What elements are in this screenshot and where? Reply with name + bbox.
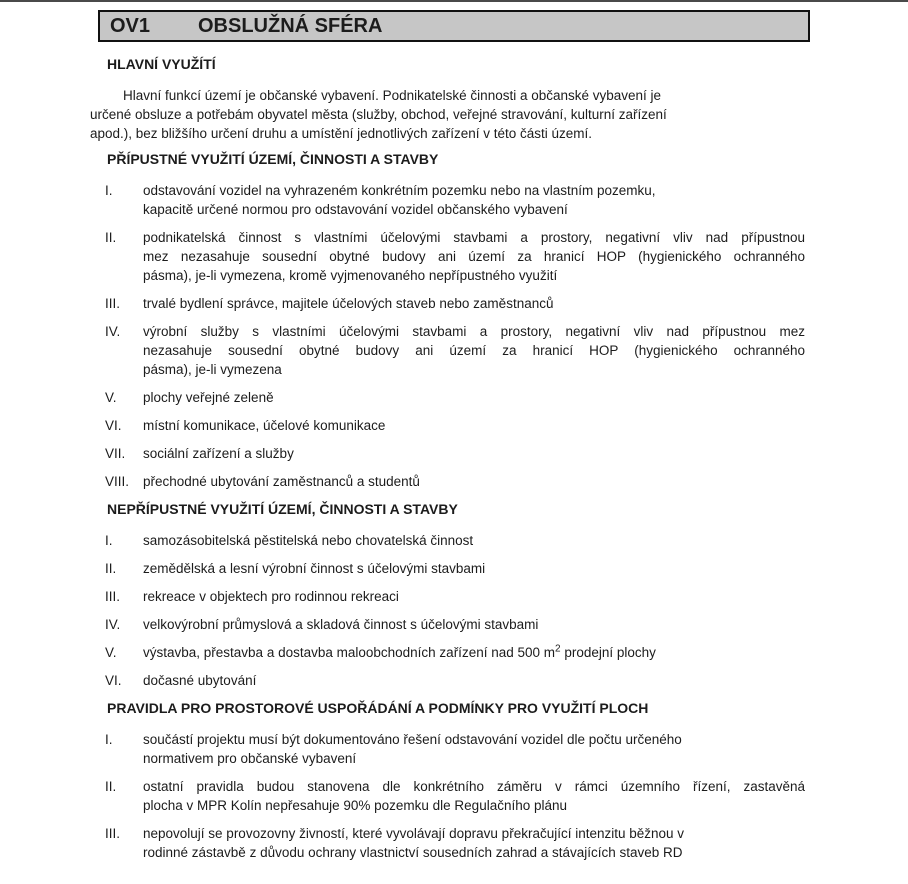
paragraph-line: Hlavní funkcí území je občanské vybavení. Podnikatelské činnosti a občanské vybavení je xyxy=(123,88,662,103)
item-numeral: IV. xyxy=(105,324,121,339)
item-text: samozásobitelská pěstitelská nebo chovatelská činnost xyxy=(143,533,474,548)
section-heading-spatial-rules: PRAVIDLA PRO PROSTOROVÉ USPOŘÁDÁNÍ A PODMÍNKY PRO VYUŽITÍ PLOCH xyxy=(107,700,649,716)
list-item xyxy=(90,730,805,768)
item-numeral: V. xyxy=(105,390,117,405)
item-numeral: III. xyxy=(105,296,121,311)
list-item xyxy=(90,228,805,285)
intro-paragraph xyxy=(90,86,805,143)
list-item xyxy=(90,671,805,690)
superscript-2: 2 xyxy=(555,643,561,655)
list-item xyxy=(90,559,805,578)
item-text-after-sup: prodejní plochy xyxy=(560,645,656,660)
item-numeral: I. xyxy=(105,533,113,548)
item-text-before-sup: výstavba, přestavba a dostavba maloobchodních zařízení nad 500 m xyxy=(143,645,556,660)
item-text: velkovýrobní průmyslová a skladová činnost s účelovými stavbami xyxy=(143,617,539,632)
list-item xyxy=(90,472,805,491)
list-item xyxy=(90,444,805,463)
list-item xyxy=(90,587,805,606)
list-item xyxy=(90,181,805,219)
paragraph-line: apod.), bez bližšího určení druhu a umístění jednotlivých zařízení v této části území. xyxy=(90,126,593,141)
item-numeral: III. xyxy=(105,589,121,604)
item-numeral: IV. xyxy=(105,617,121,632)
zone-titlebar xyxy=(98,10,810,42)
item-text: dočasné ubytování xyxy=(143,673,257,688)
item-text: součástí projektu musí být dokumentováno řešení odstavování vozidel dle počtu určeného normativem pro občanské vybavení xyxy=(143,732,682,766)
item-text: plochy veřejné zeleně xyxy=(143,390,274,405)
item-numeral: VI. xyxy=(105,418,122,433)
item-text xyxy=(143,643,805,662)
item-text: odstavování vozidel na vyhrazeném konkrétním pozemku nebo na vlastním pozemku, kapacitě určené normou pro odstavování vozidel občanského vybavení xyxy=(143,183,656,217)
item-text: podnikatelská činnost s vlastními účelovými stavbami a prostory, negativní vliv nad přípustnou mez nezasahuje sousední obytné budovy ani území za hranicí HOP (hygienického ochranného pásma), je-li vymezena, kromě vyjmenovaného nepřípustného využití xyxy=(143,230,805,283)
list-item xyxy=(90,388,805,407)
item-text: ostatní pravidla budou stanovena dle konkrétního záměru v rámci územního řízení, zastavěná plocha v MPR Kolín nepřesahuje 90% pozemku dle Regulačního plánu xyxy=(143,779,805,813)
item-numeral: VI. xyxy=(105,673,122,688)
list-item xyxy=(90,416,805,435)
list-item xyxy=(90,615,805,634)
item-numeral: I. xyxy=(105,183,113,198)
item-text: rekreace v objektech pro rodinnou rekreaci xyxy=(143,589,399,604)
list-item xyxy=(90,531,805,550)
item-text: místní komunikace, účelové komunikace xyxy=(143,418,386,433)
item-numeral: II. xyxy=(105,561,117,576)
paragraph-line: určené obsluze a potřebám obyvatel města (služby, obchod, veřejné stravování, kulturní zařízení xyxy=(90,107,667,122)
zone-code: OV1 xyxy=(110,15,151,37)
page-top-border xyxy=(0,0,908,2)
item-numeral: VIII. xyxy=(105,474,130,489)
item-text: nepovolují se provozovny živností, které vyvolávají dopravu překračující intenzitu běžnou v rodinné zástavbě z důvodu ochrany vlastnictví sousedních zahrad a stávajících staveb RD xyxy=(143,826,685,860)
item-text: výrobní služby s vlastními účelovými stavbami a prostory, negativní vliv nad přípustnou mez nezasahuje sousední obytné budovy ani území za hranicí HOP (hygienického ochranného pásma), je-li vymezena xyxy=(143,324,805,377)
list-item xyxy=(90,777,805,815)
item-text: sociální zařízení a služby xyxy=(143,446,294,461)
list-item xyxy=(90,643,805,662)
item-numeral: III. xyxy=(105,826,121,841)
item-text: trvalé bydlení správce, majitele účelových staveb nebo zaměstnanců xyxy=(143,296,554,311)
section-heading-permitted-use: PŘÍPUSTNÉ VYUŽITÍ ÚZEMÍ, ČINNOSTI A STAVBY xyxy=(107,151,439,167)
zone-title: OBSLUŽNÁ SFÉRA xyxy=(198,15,383,37)
list-item xyxy=(90,824,805,862)
section-heading-forbidden-use: NEPŘÍPUSTNÉ VYUŽITÍ ÚZEMÍ, ČINNOSTI A STAVBY xyxy=(107,501,458,517)
item-numeral: V. xyxy=(105,645,117,660)
item-numeral: II. xyxy=(105,779,117,794)
document-content xyxy=(90,55,805,862)
item-numeral: VII. xyxy=(105,446,126,461)
section-heading-main-use: HLAVNÍ VYUŽÍTÍ xyxy=(107,56,216,72)
list-item xyxy=(90,294,805,313)
item-text: zemědělská a lesní výrobní činnost s účelovými stavbami xyxy=(143,561,486,576)
item-numeral: II. xyxy=(105,230,117,245)
list-item xyxy=(90,322,805,379)
item-numeral: I. xyxy=(105,732,113,747)
item-text: přechodné ubytování zaměstnanců a studentů xyxy=(143,474,420,489)
